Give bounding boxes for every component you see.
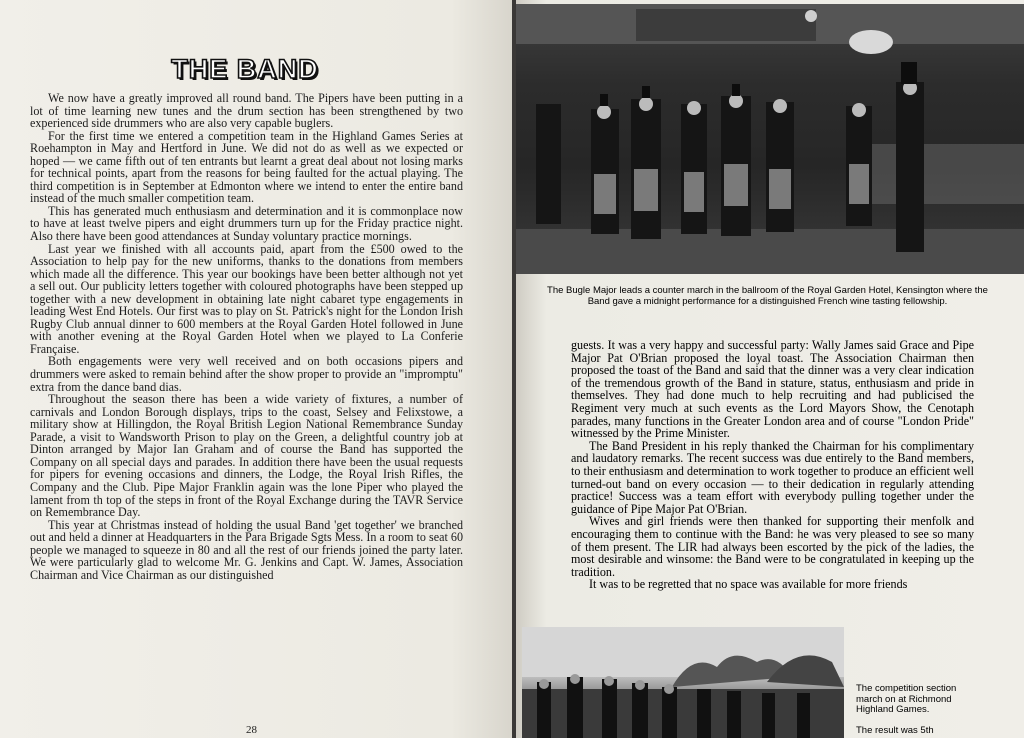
photo-caption-ballroom: The Bugle Major leads a counter march in the ballroom of the Royal Garden Hotel, Kensington where the Band gave a midnight performance for a distinguished French wine tasting fellowship. (547, 285, 988, 307)
article-title: THE BAND (171, 54, 319, 84)
left-article-body (30, 92, 463, 581)
paragraph: This year at Christmas instead of holding the usual Band 'get together' we branched out and held a dinner at Headquarters in the Para Brigade Sgts Mess. In a room to seat 60 people we managed to squeeze in 80 and all the rest of our friends joined the party later. We were particularly glad to welcome Mr. G. Jenkins and Capt. W. James, Association Chairman and Vice Chairman as our distinguished (30, 517, 463, 582)
paragraph: Last year we finished with all accounts paid, apart from the £500 owed to the Association to help pay for the new uniforms, thanks to the donations from members which made all the difference. This year our bookings have been better although not yet a sell out. Our publicity letters together with coloured photographs have been stepped up together with a new development in obtaining late night cabaret type engagements in leading West End Hotels. Our first was to play on St. Patrick's night for the London Irish Rugby Club annual dinner to 600 members at the Royal Garden Hotel followed in June with another evening at the Royal Garden Hotel when we played to La Conferie Française. (30, 241, 463, 356)
paragraph: Throughout the season there has been a wide variety of fixtures, a number of carnivals and London Borough displays, trips to the coast, Selsey and Felixstowe, a military show at Hillingdon, the Royal British Legion National Remembrance Sunday Parade, a visit to Wandsworth Prison to play on the Green, a delightful country job at Dinton arranged by Major Ian Graham and of course the Band has supported the Company on all special days and parades. In addition there have been the usual requests for pipers for evening occasions and dinners, the Lodge, the Royal Irish Rifles, the Company and the Club. Pipe Major Franklin again was the lone Piper who played the lament from th top of the steps in front of the Royal Exchange during the TAVR Service on Remembrance Day. (30, 392, 463, 520)
highland-photo-drawing (522, 627, 844, 738)
paragraph: guests. It was a very happy and successful party: Wally James said Grace and Pipe Major Pat O'Brian proposed the loyal toast. The Association Chairman then proposed the toast of the Band and said that the dinner was a very clear indication of the tremendous growth of the Band in stature, status, enthusiasm and pride in themselves. They had done much to help recruiting and had publicised the Regiment very much at such events as the Lord Mayors Show, the Cenotaph parades, many functions in the Greater London area and of course "London Pride" witnessed by the Prime Minister. (571, 338, 974, 441)
paragraph: The Band President in his reply thanked the Chairman for his complimentary and laudatory remarks. The recent success was due entirely to the Band members, to their enthusiasm and determination to work together to produce an efficient well turned-out band on every occasion — to their dedication in regularly attending practice! Success was a team effort with everybody pulling together under the guidance of Pipe Major Pat O'Brian. (571, 438, 974, 516)
paragraph: Wives and girl friends were then thanked for supporting their menfolk and encouraging them to continue with the Band: he was very pleased to see so many of them present. The LIR had always been escorted by the pick of the ladies, the most desirable and winsome: the Band were to be congratulated in keeping up the tradition. (571, 514, 974, 579)
ballroom-band-photo (516, 4, 1024, 274)
photo-caption-highland (856, 684, 976, 736)
ballroom-photo-drawing (516, 4, 1024, 274)
paragraph: For the first time we entered a competition team in the Highland Games Series at Roehampton in May and Hertford in June. We did not do as well as we expected or hoped — we came fifth out of ten entrants but learnt a great deal about not losing marks for technical points, apart from the reasons for being faulted for the actual playing. The third competition is in September at Edmonton where we intend to enter the entire band instead of the much smaller competition team. (30, 128, 463, 206)
caption-line: The competition section march on at Richmond Highland Games. (856, 683, 957, 715)
right-article-body (571, 339, 974, 591)
paragraph: Both engagements were very well received and on both occasions pipers and drummers were asked to remain behind after the show proper to provide an "impromptu" extra from the dance band dias. (30, 354, 463, 394)
highland-games-march-photo (522, 627, 844, 738)
page-number: 28 (246, 724, 257, 736)
paragraph: It was to be regretted that no space was available for more friends (589, 577, 908, 592)
paragraph: This has generated much enthusiasm and determination and it is commonplace now to have at least twelve pipers and eight drummers turn up for the Friday practice night. Also there have been good attendances at Sunday voluntary practice mornings. (30, 203, 463, 244)
caption-line: The result was 5th (856, 724, 934, 736)
paragraph: We now have a greatly improved all round band. The Pipers have been putting in a lot of time learning new tunes and the drum section has been strengthened by two experienced side drummers who are also very capable buglers. (30, 91, 463, 131)
